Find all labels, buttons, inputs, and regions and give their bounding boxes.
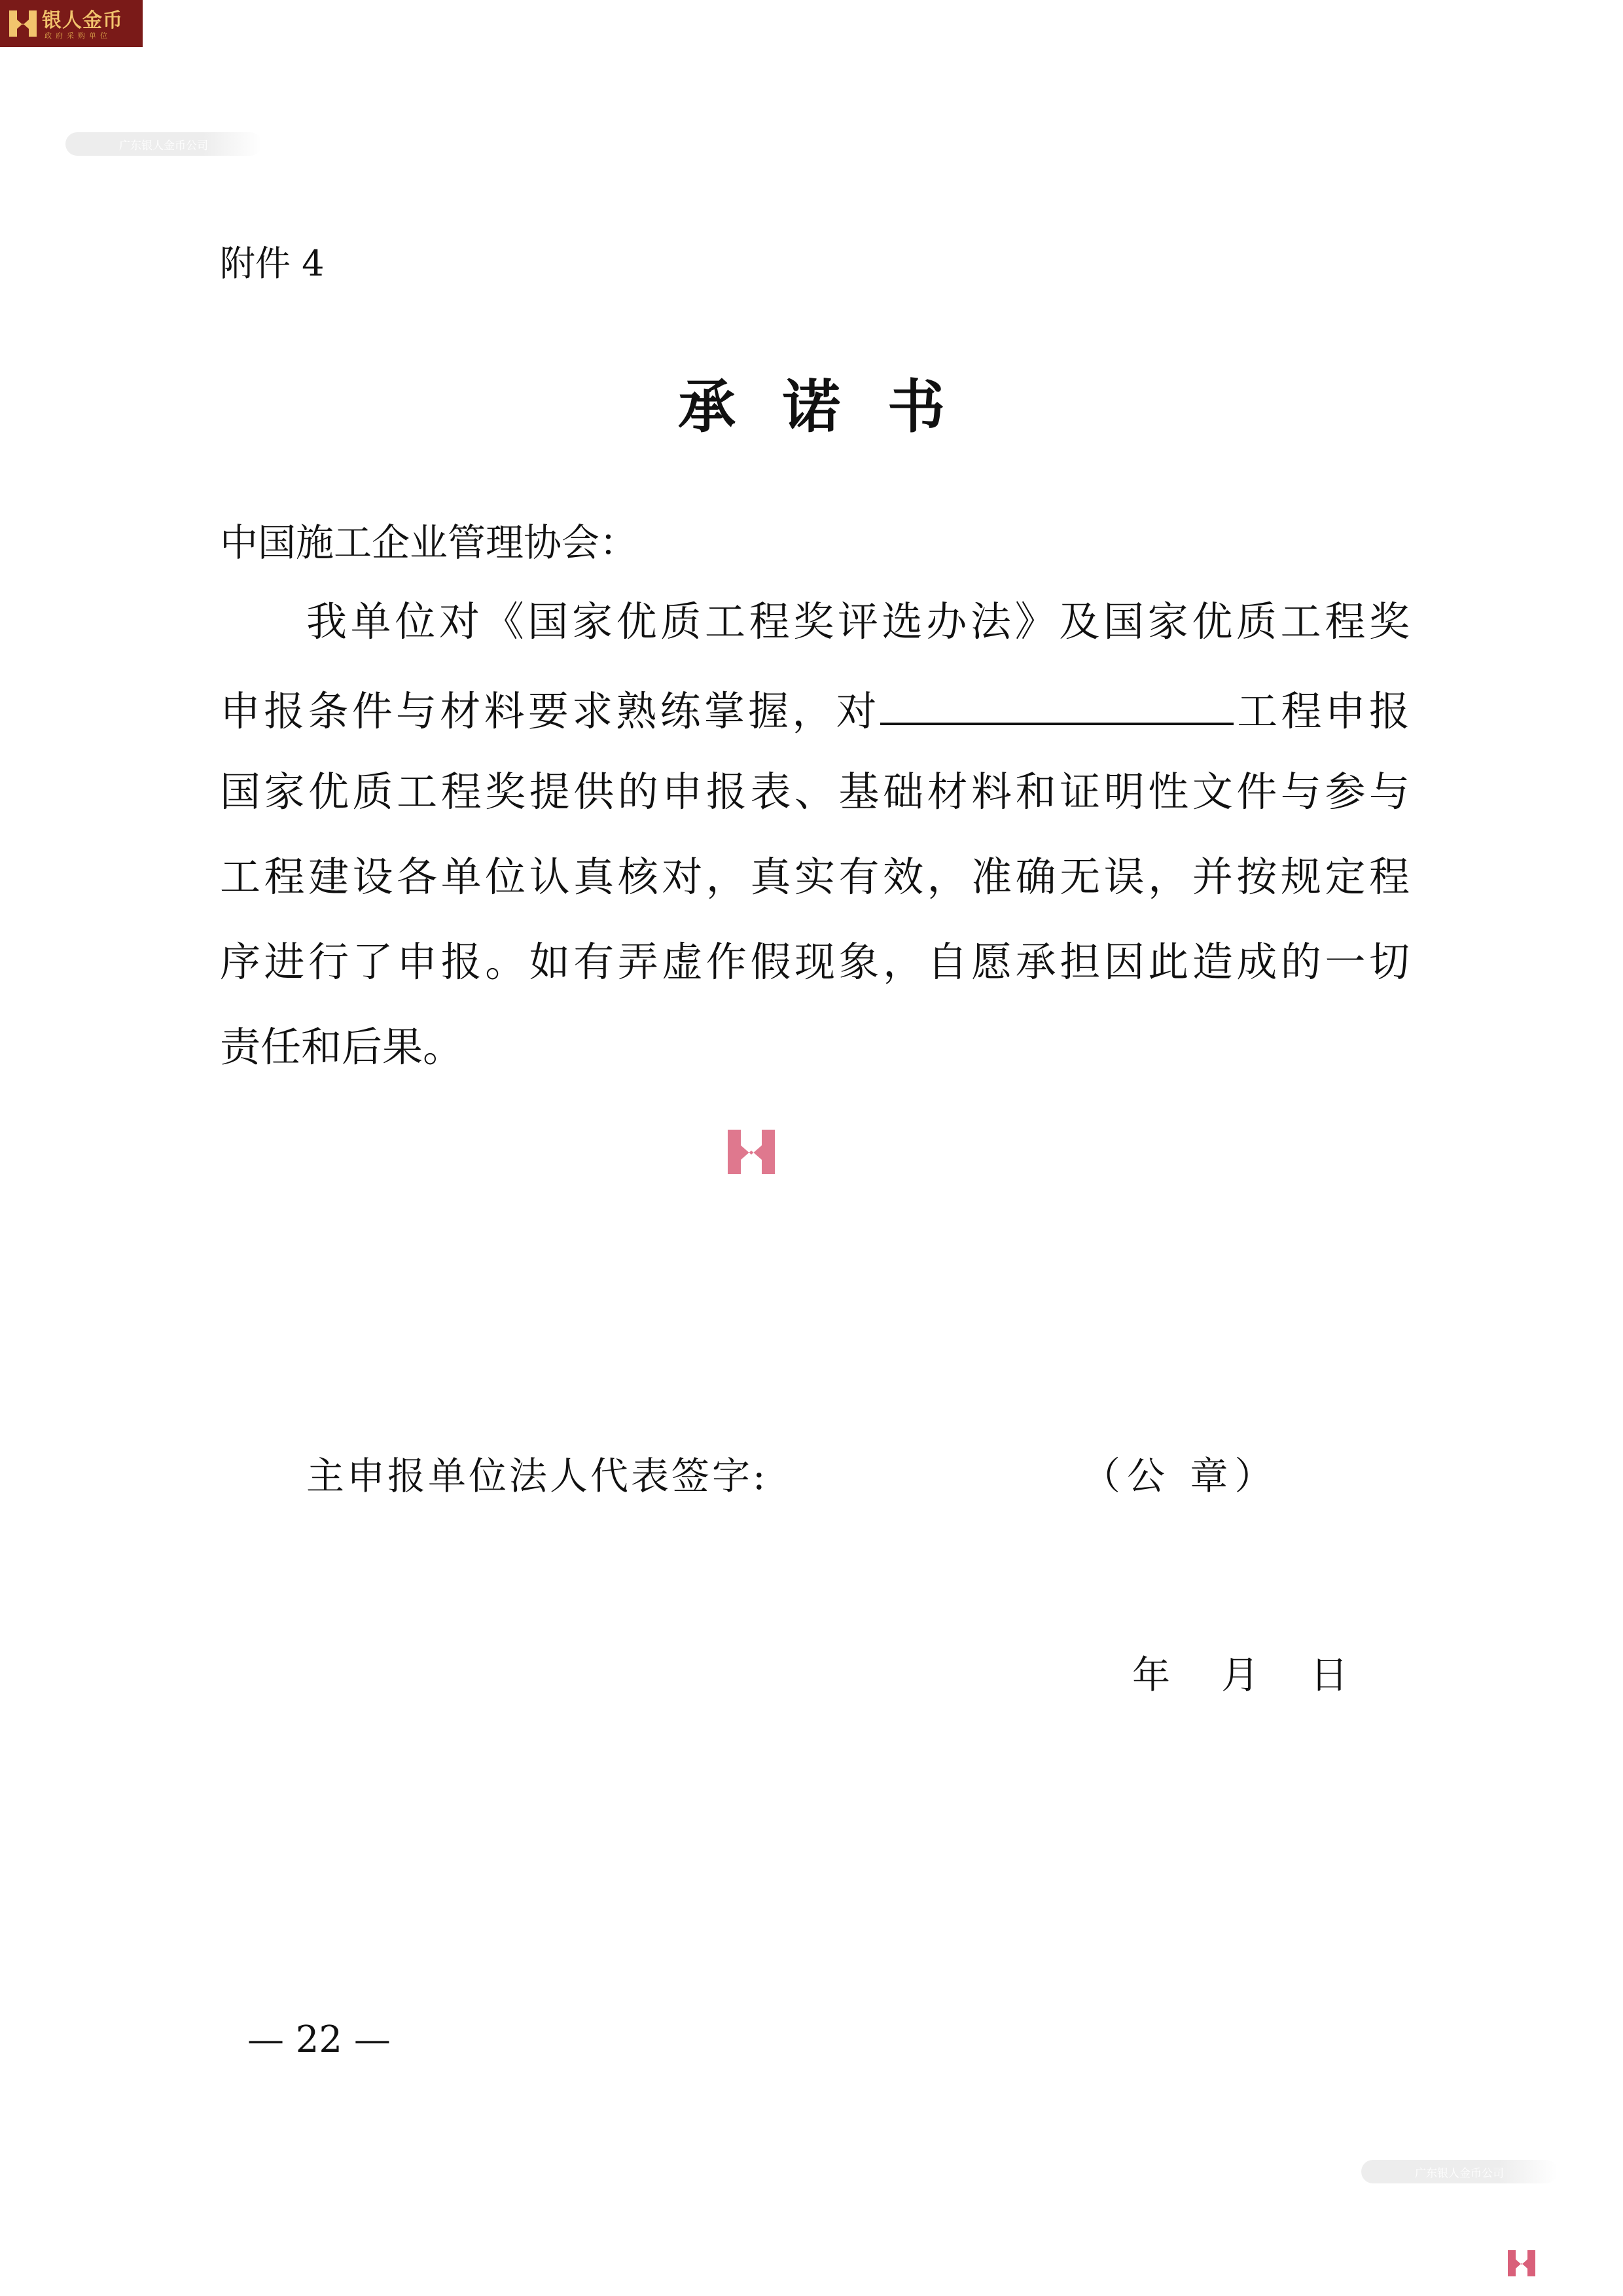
watermark-mark-icon: [725, 1127, 777, 1177]
attachment-label: 附件 4: [220, 243, 325, 284]
body-line-5: 序进行了申报。如有弄虚作假现象，自愿承担因此造成的一切: [220, 938, 1410, 986]
seal-label: （公 章）: [1082, 1454, 1279, 1498]
document-title: 承诺书: [677, 372, 992, 440]
body-line-2-start: 申报条件与材料要求熟练掌握，对: [220, 687, 880, 735]
body-line-2: [220, 683, 1410, 735]
watermark-bottom: 广东银人金币公司: [1361, 2160, 1558, 2183]
body-line-6: 责任和后果。: [220, 1023, 464, 1071]
logo-mark-icon: [8, 9, 38, 38]
logo-sub-text: 政府采购单位: [45, 31, 111, 40]
body-line-4: 工程建设各单位认真核对，真实有效，准确无误，并按规定程: [220, 853, 1410, 901]
watermark-top: 广东银人金币公司: [65, 132, 262, 156]
project-name-blank: [880, 683, 1234, 725]
corner-mark-icon: [1507, 2249, 1537, 2278]
date-line: [1132, 1644, 1399, 1699]
signature-label: 主申报单位法人代表签字:: [306, 1454, 768, 1498]
date-year: 年: [1132, 1653, 1171, 1697]
date-month: 月: [1221, 1653, 1260, 1697]
page-number: — 22 —: [247, 2018, 391, 2061]
addressee: 中国施工企业管理协会：: [220, 520, 638, 565]
body-line-2-end: 工程申报: [1233, 687, 1410, 735]
body-line-3: 国家优质工程奖提供的申报表、基础材料和证明性文件与参与: [220, 768, 1410, 816]
body-line-1: 我单位对《国家优质工程奖评选办法》及国家优质工程奖: [306, 598, 1410, 645]
logo-brand-text: 银人金币: [42, 9, 123, 32]
date-day: 日: [1310, 1653, 1349, 1697]
brand-logo: [0, 0, 143, 47]
